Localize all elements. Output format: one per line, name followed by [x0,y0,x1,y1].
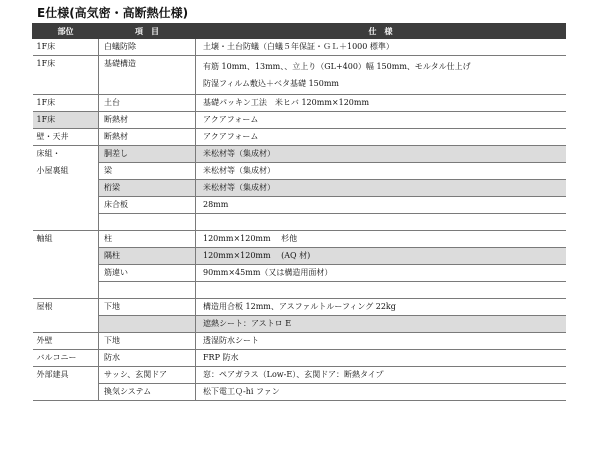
table-row [33,231,566,248]
table-row [33,39,566,56]
cell-item: 基礎構造 [99,56,196,95]
cell-item: 胴差し [99,146,196,163]
cell-spec: 米松材等（集成材） [196,180,566,197]
cell-spec: 窓：ペアガラス（Low-E）、玄関ドア：断熱タイプ [196,367,566,384]
cell-part [33,214,99,231]
header-item: 項 目 [99,24,196,39]
cell-spec: 120mm×120mm (AQ 材) [196,248,566,265]
table-row [33,248,566,265]
table-row [33,350,566,367]
cell-spec-line: 有筋 10mm、13mm、、立上り（GL+400）幅 150mm、モルタル仕上げ [203,62,471,71]
cell-item: 換気システム [99,384,196,401]
table-row [33,282,566,299]
cell-part [33,197,99,214]
table-row [33,163,566,180]
table-row [33,129,566,146]
cell-spec: 松下電工Ｑ-hi ファン [196,384,566,401]
cell-item: 梁 [99,163,196,180]
table-row [33,367,566,384]
table-row [33,214,566,231]
cell-item: 隅柱 [99,248,196,265]
cell-item [99,214,196,231]
cell-part: 屋根 [36,302,53,312]
cell-item [99,316,196,333]
cell-spec: アクアフォーム [196,112,566,129]
header-spec: 仕 様 [196,24,566,39]
table-row [33,56,566,95]
cell-item: 柱 [99,231,196,248]
cell-part [33,316,99,333]
cell-part: 小屋裏組 [36,166,69,175]
cell-item: 防水 [99,350,196,367]
cell-item: 土台 [99,95,196,112]
cell-item: 床合板 [99,197,196,214]
cell-part: 外部建具 [36,370,69,380]
cell-spec: 基礎パッキン工法 米ヒバ 120mm×120mm [196,95,566,112]
cell-spec: 透湿防水シート [196,333,566,350]
cell-item: 桁梁 [99,180,196,197]
cell-part: 1F床 [33,112,99,129]
cell-item [99,282,196,299]
cell-spec: 構造用合板 12mm、アスファルトルーフィング 22kg [196,299,566,316]
spec-table [32,23,566,401]
cell-spec: 米松材等（集成材） [196,163,566,180]
cell-spec: 遮熱シート：アストロ E [196,316,566,333]
cell-spec [196,282,566,299]
cell-item: 白蟻防除 [99,39,196,56]
cell-item: 下地 [99,299,196,316]
cell-spec [196,214,566,231]
cell-part: 1F床 [33,95,99,112]
page-title: E仕様(高気密・高断熱仕様) [37,6,189,20]
table-row [33,265,566,282]
cell-item: 断熱材 [99,129,196,146]
cell-part [33,384,99,401]
cell-spec: 土壌・土台防蟻（白蟻５年保証・ＧＬ＋1000 標準） [196,39,566,56]
table-row [33,180,566,197]
cell-part: 1F床 [33,56,99,95]
table-row [33,299,566,316]
cell-part: 床組・ [36,149,61,159]
cell-spec [196,56,566,95]
cell-part: 外壁 [33,333,99,350]
table-row [33,146,566,163]
cell-part: 壁・天井 [33,129,99,146]
cell-spec: 90mm×45mm（又は構造用面材） [196,265,566,282]
table-row [33,95,566,112]
cell-part [33,180,99,197]
cell-part: 軸組 [36,234,53,244]
cell-item: 断熱材 [99,112,196,129]
cell-part [33,265,99,282]
table-row [33,197,566,214]
cell-spec: 120mm×120mm 杉他 [196,231,566,248]
cell-part: 1F床 [33,39,99,56]
cell-part: バルコニー [33,350,99,367]
cell-item: 下地 [99,333,196,350]
cell-spec: FRP 防水 [196,350,566,367]
header-part: 部位 [33,24,99,39]
cell-part [33,282,99,299]
cell-item: 筋違い [99,265,196,282]
cell-spec-line: 防湿フィルム敷込＋ベタ基礎 150mm [203,79,340,88]
cell-item: サッシ、玄関ドア [99,367,196,384]
table-header-row [33,24,566,39]
cell-spec: アクアフォーム [196,129,566,146]
cell-part [33,248,99,265]
table-row [33,384,566,401]
table-row [33,316,566,333]
cell-spec: 28mm [196,197,566,214]
table-row [33,333,566,350]
cell-spec: 米松材等（集成材） [196,146,566,163]
table-row [33,112,566,129]
